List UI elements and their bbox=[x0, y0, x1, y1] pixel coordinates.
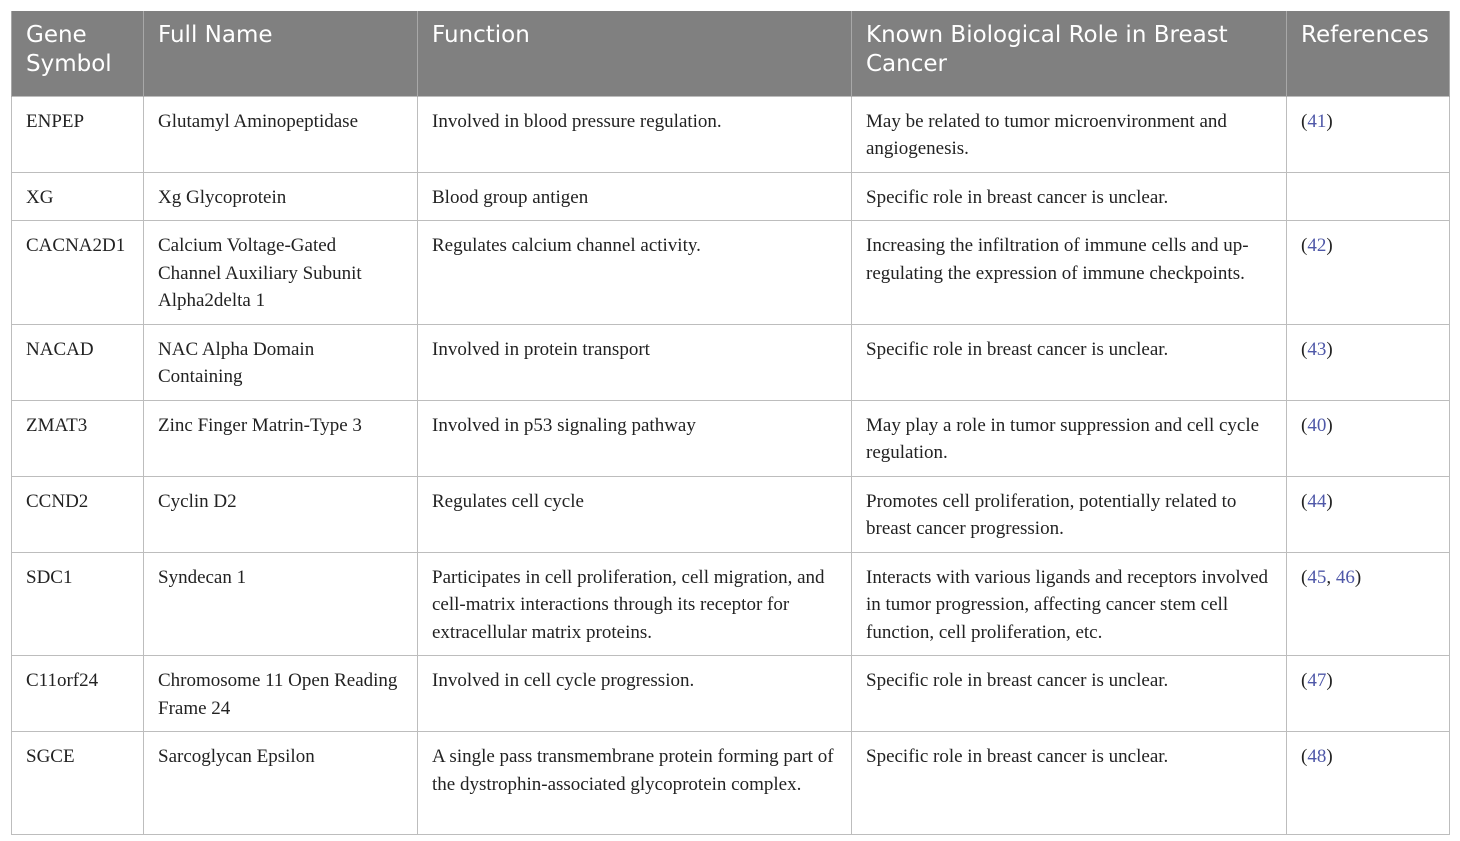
references-cell bbox=[1287, 172, 1450, 221]
full-name-cell: Glutamyl Aminopeptidase bbox=[144, 96, 418, 172]
role-cell: Specific role in breast cancer is unclear. bbox=[852, 324, 1287, 400]
table-row bbox=[12, 324, 1450, 400]
gene-symbol-cell: CCND2 bbox=[12, 476, 144, 552]
role-cell: Interacts with various ligands and receptors involved in tumor progression, affecting cancer stem cell function, cell proliferation, etc. bbox=[852, 552, 1287, 656]
role-cell: Specific role in breast cancer is unclear. bbox=[852, 656, 1287, 732]
function-cell: Blood group antigen bbox=[418, 172, 852, 221]
gene-symbol-cell: SDC1 bbox=[12, 552, 144, 656]
table-row bbox=[12, 400, 1450, 476]
references-cell: (47) bbox=[1287, 656, 1450, 732]
role-cell: Specific role in breast cancer is unclear. bbox=[852, 732, 1287, 835]
header-gene-symbol: Gene Symbol bbox=[12, 11, 144, 96]
function-cell: Involved in protein transport bbox=[418, 324, 852, 400]
reference-link[interactable]: 44 bbox=[1307, 490, 1327, 512]
header-function: Function bbox=[418, 11, 852, 96]
table-body bbox=[12, 96, 1450, 835]
table-row bbox=[12, 221, 1450, 325]
full-name-cell: Calcium Voltage-Gated Channel Auxiliary Subunit Alpha2delta 1 bbox=[144, 221, 418, 325]
role-cell: May be related to tumor microenvironment and angiogenesis. bbox=[852, 96, 1287, 172]
gene-table bbox=[11, 11, 1450, 835]
table-header bbox=[12, 11, 1450, 96]
function-cell: A single pass transmembrane protein forming part of the dystrophin-associated glycoprotein complex. bbox=[418, 732, 852, 835]
gene-symbol-cell: SGCE bbox=[12, 732, 144, 835]
reference-link[interactable]: 40 bbox=[1307, 414, 1327, 436]
gene-symbol-cell: ENPEP bbox=[12, 96, 144, 172]
function-cell: Regulates calcium channel activity. bbox=[418, 221, 852, 325]
gene-symbol-cell: NACAD bbox=[12, 324, 144, 400]
role-cell: Promotes cell proliferation, potentially related to breast cancer progression. bbox=[852, 476, 1287, 552]
header-row bbox=[12, 11, 1450, 96]
reference-link[interactable]: 48 bbox=[1307, 746, 1327, 767]
table-row bbox=[12, 96, 1450, 172]
references-cell: (44) bbox=[1287, 476, 1450, 552]
reference-link[interactable]: 47 bbox=[1307, 670, 1327, 691]
header-biological-role: Known Biological Role in Breast Cancer bbox=[852, 11, 1287, 96]
references-cell: (41) bbox=[1287, 96, 1450, 172]
full-name-cell: Cyclin D2 bbox=[144, 476, 418, 552]
full-name-cell: Sarcoglycan Epsilon bbox=[144, 732, 418, 835]
table-row bbox=[12, 476, 1450, 552]
references-cell: (45, 46) bbox=[1287, 552, 1450, 656]
function-cell: Involved in blood pressure regulation. bbox=[418, 96, 852, 172]
table-row bbox=[12, 172, 1450, 221]
full-name-cell: Zinc Finger Matrin-Type 3 bbox=[144, 400, 418, 476]
reference-link[interactable]: 46 bbox=[1335, 566, 1355, 588]
gene-symbol-cell: ZMAT3 bbox=[12, 400, 144, 476]
references-cell: (42) bbox=[1287, 221, 1450, 325]
full-name-cell: Chromosome 11 Open Reading Frame 24 bbox=[144, 656, 418, 732]
role-cell: Specific role in breast cancer is unclear. bbox=[852, 172, 1287, 221]
reference-link[interactable]: 43 bbox=[1307, 338, 1327, 360]
full-name-cell: Syndecan 1 bbox=[144, 552, 418, 656]
reference-link[interactable]: 41 bbox=[1307, 110, 1327, 132]
table-row bbox=[12, 552, 1450, 656]
reference-link[interactable]: 42 bbox=[1307, 235, 1327, 256]
full-name-cell: NAC Alpha Domain Containing bbox=[144, 324, 418, 400]
full-name-cell: Xg Glycoprotein bbox=[144, 172, 418, 221]
gene-symbol-cell: C11orf24 bbox=[12, 656, 144, 732]
table-row bbox=[12, 732, 1450, 835]
function-cell: Involved in p53 signaling pathway bbox=[418, 400, 852, 476]
function-cell: Involved in cell cycle progression. bbox=[418, 656, 852, 732]
function-cell: Participates in cell proliferation, cell migration, and cell-matrix interactions through its receptor for extracellular matrix proteins. bbox=[418, 552, 852, 656]
header-references: References bbox=[1287, 11, 1450, 96]
role-cell: May play a role in tumor suppression and cell cycle regulation. bbox=[852, 400, 1287, 476]
references-cell: (40) bbox=[1287, 400, 1450, 476]
references-cell: (48) bbox=[1287, 732, 1450, 835]
function-cell: Regulates cell cycle bbox=[418, 476, 852, 552]
references-cell: (43) bbox=[1287, 324, 1450, 400]
gene-symbol-cell: CACNA2D1 bbox=[12, 221, 144, 325]
table-row bbox=[12, 656, 1450, 732]
role-cell: Increasing the infiltration of immune cells and up-regulating the expression of immune checkpoints. bbox=[852, 221, 1287, 325]
reference-link[interactable]: 45 bbox=[1307, 566, 1327, 588]
header-full-name: Full Name bbox=[144, 11, 418, 96]
gene-symbol-cell: XG bbox=[12, 172, 144, 221]
